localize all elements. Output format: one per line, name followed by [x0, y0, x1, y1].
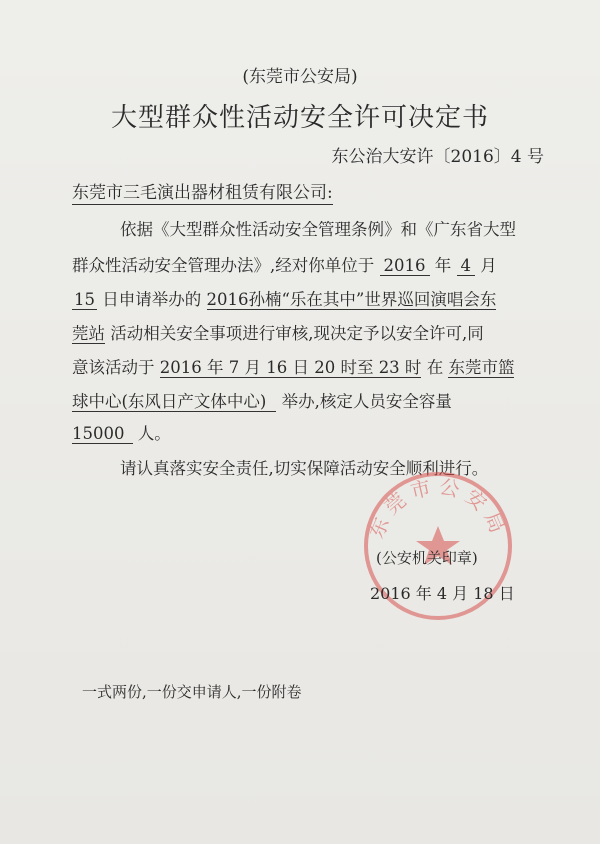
body-text: 群众性活动安全管理办法》,经对你单位于: [72, 256, 375, 275]
event-time: 2016 年 7 月 16 日 20 时至 23 时: [159, 358, 422, 377]
seal-text: 东莞市公安局: [363, 474, 513, 542]
body-line-2: [72, 252, 497, 276]
document-number: 东公治大安许〔2016〕4 号: [331, 147, 544, 167]
body-text: 年: [434, 256, 452, 275]
body-text: 月: [480, 256, 497, 275]
addressee: 东莞市三毛演出器材租赁有限公司:: [72, 178, 333, 205]
issuer-line: (东莞市公安局): [242, 67, 358, 87]
body-text: 日申请举办的: [102, 290, 202, 309]
application-month: 4: [457, 256, 476, 276]
body-line-5: [72, 354, 514, 378]
body-line-6: [72, 388, 452, 412]
venue: 东莞市篮: [448, 358, 515, 377]
document-title: 大型群众性活动安全许可决定书: [110, 103, 489, 133]
body-line-1: [120, 216, 516, 240]
body-text: 在: [426, 358, 444, 377]
issue-date: 2016 年 4 月 18 日: [370, 584, 515, 603]
body-line-3: [72, 286, 496, 310]
closing-sentence: 请认真落实安全责任,切实保障活动安全顺利进行。: [120, 459, 489, 478]
body-text: 人。: [137, 424, 171, 443]
body-text: 依据《大型群众性活动安全管理条例》和《广东省大型: [120, 220, 516, 239]
body-text: 举办,核定人员安全容量: [281, 392, 452, 411]
body-line-4: [72, 320, 484, 344]
application-year: 2016: [380, 256, 430, 276]
application-day: 15: [74, 290, 95, 309]
body-text: 活动相关安全事项进行审核,现决定予以安全许可,同: [110, 324, 484, 343]
event-name-cont: 莞站: [72, 324, 105, 343]
seal-note: (公安机关印章): [376, 549, 478, 567]
event-name: 2016孙楠“乐在其中”世界巡回演唱会东: [206, 290, 497, 309]
body-line-7: [72, 420, 171, 444]
venue-cont: 球中心(东风日产文体中心): [72, 392, 276, 412]
copies-note: 一式两份,一份交申请人,一份附卷: [82, 683, 302, 701]
capacity: 15000: [72, 424, 133, 444]
body-text: 意该活动于: [72, 358, 155, 377]
